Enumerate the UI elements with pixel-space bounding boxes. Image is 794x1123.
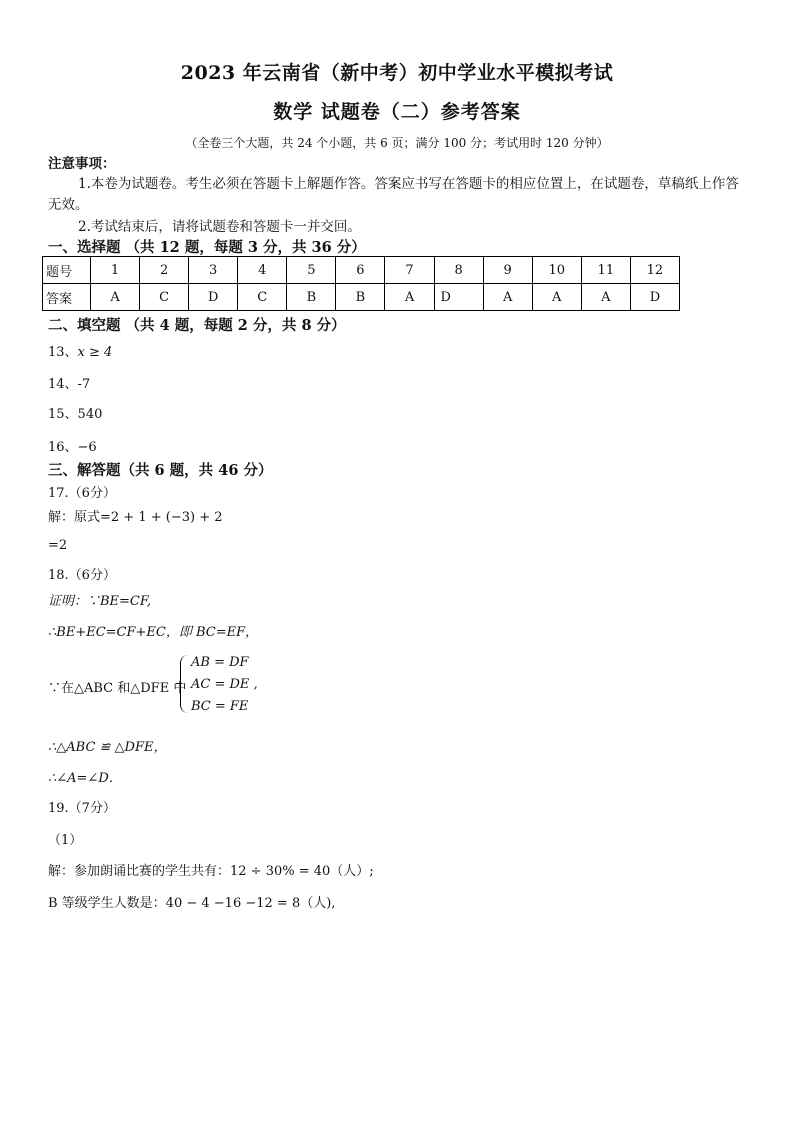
table-row-questions xyxy=(43,257,680,284)
question-number: 4 xyxy=(238,257,287,284)
question-number: 9 xyxy=(483,257,532,284)
q18-line-2: ∴BE+EC=CF+EC，即 BC=EF， xyxy=(48,625,259,640)
answer-14: 14、-7 xyxy=(48,377,91,392)
exam-title: 2023 年云南省（新中考）初中学业水平模拟考试 xyxy=(180,62,614,84)
notice-heading: 注意事项： xyxy=(48,156,116,172)
q17-line-2: =2 xyxy=(48,538,68,553)
answer-cell: C xyxy=(238,284,287,311)
q19-part-1: （1） xyxy=(48,833,83,848)
answer-cell: D xyxy=(630,284,679,311)
answer-cell: B xyxy=(336,284,385,311)
exam-subtitle: 数学 试题卷（二）参考答案 xyxy=(273,101,521,123)
answer-13-value: x ≥ 4 xyxy=(77,345,113,360)
answer-cell: C xyxy=(140,284,189,311)
system-brace xyxy=(180,655,188,713)
notice-item-2: 2.考试结束后，请将试题卷和答题卡一并交回。 xyxy=(78,219,361,235)
q17-line-1: 解：原式=2 + 1 + (−3) + 2 xyxy=(48,510,223,525)
answer-cell: B xyxy=(287,284,336,311)
answer-cell: D xyxy=(189,284,238,311)
q18-heading: 18.（6分） xyxy=(48,568,116,583)
question-number: 2 xyxy=(140,257,189,284)
question-number: 6 xyxy=(336,257,385,284)
section-2-heading: 二、填空题 （共 4 题，每题 2 分，共 8 分） xyxy=(48,317,346,334)
row-label-question: 题号 xyxy=(43,257,91,284)
answer-cell: D xyxy=(434,284,483,311)
answer-table xyxy=(42,256,680,311)
q18-line-4: ∴△ABC ≌ △DFE， xyxy=(48,740,167,755)
answer-cell: A xyxy=(385,284,434,311)
section-1-heading: 一、选择题 （共 12 题，每题 3 分，共 36 分） xyxy=(48,239,366,256)
notice-item-1: 1.本卷为试题卷。考生必须在答题卡上解题作答。答案应书写在答题卡的相应位置上，在试题卷，草稿纸上作答无效。 xyxy=(48,176,739,213)
question-number: 3 xyxy=(189,257,238,284)
q19-line-1: 解：参加朗诵比赛的学生共有：12 ÷ 30% = 40（人）; xyxy=(48,864,374,879)
question-number: 12 xyxy=(630,257,679,284)
question-number: 1 xyxy=(91,257,140,284)
question-number: 8 xyxy=(434,257,483,284)
q18-system-eq-2: AC = DE , xyxy=(191,677,258,692)
q18-system-eq-3: BC = FE xyxy=(191,699,249,714)
answer-cell: A xyxy=(91,284,140,311)
answer-cell: A xyxy=(581,284,630,311)
section-3-heading: 三、解答题（共 6 题，共 46 分） xyxy=(48,462,273,479)
q17-heading: 17.（6分） xyxy=(48,486,116,501)
q18-line-3: ∵在△ABC 和△DFE 中 xyxy=(48,681,187,696)
answer-cell: A xyxy=(483,284,532,311)
exam-info: （全卷三个大题，共 24 个小题，共 6 页；满分 100 分；考试用时 120 分钟） xyxy=(185,136,609,150)
answer-cell: A xyxy=(532,284,581,311)
question-number: 7 xyxy=(385,257,434,284)
question-number: 5 xyxy=(287,257,336,284)
q19-heading: 19.（7分） xyxy=(48,801,116,816)
answer-13-label: 13、 xyxy=(48,345,78,360)
system-brace-tip xyxy=(176,683,182,684)
q18-line-1: 证明：∵BE=CF, xyxy=(48,594,152,609)
answer-15: 15、540 xyxy=(48,407,103,422)
question-number: 11 xyxy=(581,257,630,284)
q18-system-eq-1: AB = DF xyxy=(191,655,249,670)
q19-line-2: B 等级学生人数是：40 − 4 −16 −12 = 8（人), xyxy=(48,896,336,911)
answer-13 xyxy=(48,341,112,360)
row-label-answer: 答案 xyxy=(43,284,91,311)
question-number: 10 xyxy=(532,257,581,284)
answer-16: 16、−6 xyxy=(48,440,97,455)
q18-line-5: ∴∠A=∠D． xyxy=(48,771,122,786)
table-row-answers xyxy=(43,284,680,311)
